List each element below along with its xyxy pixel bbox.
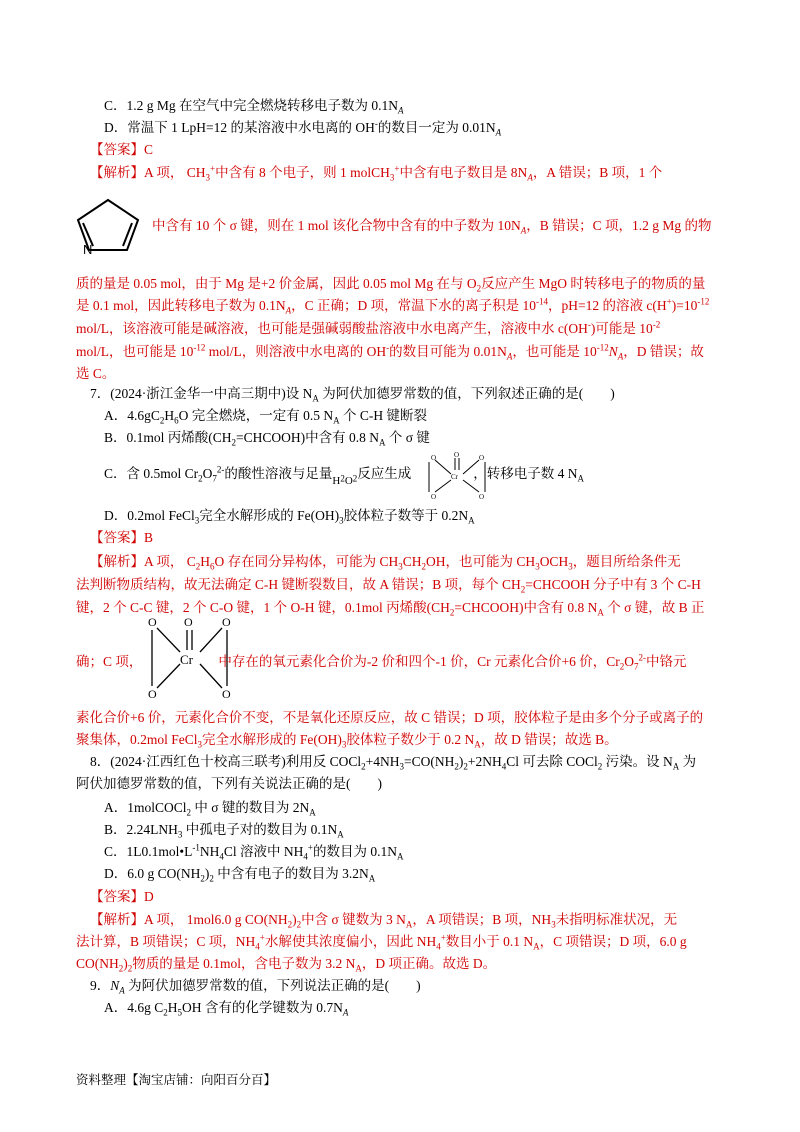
answer-q8: 【答案】D xyxy=(90,889,154,904)
question-9-stem: 9．$N_A$ 为阿伏加德罗常数的值，下列说法正确的是( ) xyxy=(90,978,421,996)
question-7-option-c: C．含 0.5mol $Cr_2O_7^{2-}$的酸性溶液与足量$_{H2O2}$反应生成 ，转移电子数 4 $N_A$ xyxy=(104,464,585,487)
explanation-q7-line4: 确；C 项， 中存在的氧元素化合价为-2 价和四个-1 价，Cr 元素化合价+6 价，$Cr_2O_7^{2-}$中铬元 xyxy=(76,652,687,672)
explanation-q8-line1: 【解析】A 项， 1mol6.0 g $CO(NH_2)_2$中含 σ 键数为 3 $N_A$，A 项错误；B 项，$NH_3$未指明标准状况，无 xyxy=(90,912,678,930)
explanation-q7-line5: 素化合价+6 价，元素化合价不变，不是氧化还原反应，故 C 错误；D 项，胶体粒子是由多个分子或离子的 xyxy=(76,710,704,725)
question-8-option-a: A．1molCOCl$_2$ 中 σ 键的数目为 $2N_A$ xyxy=(104,800,316,818)
svg-text:O: O xyxy=(454,452,460,459)
explanation-q8-line3: $CO(NH_2)_2$物质的量是 0.1mol，含电子数为 3.2 $N_A$，D 项正确。故选 D。 xyxy=(76,956,497,974)
question-9-option-a: A．4.6g $C_2H_5OH$ 含有的化学键数为 $0.7N_A$ xyxy=(104,1000,349,1018)
svg-text:O: O xyxy=(222,687,231,701)
svg-text:O: O xyxy=(431,454,437,462)
question-8-option-b: B．$2.24LNH_3$ 中孤电子对的数目为 $0.1N_A$ xyxy=(104,822,344,840)
pyrrole-ring-structure xyxy=(72,196,144,256)
explanation-q7-line3: 键，2 个 C-C 键，2 个 C-O 键，1 个 O-H 键，0.1mol 丙烯酸$(CH_2=CHCOOH)$中含有 0.8 $N_A$ 个 σ 键，故 B 正 xyxy=(76,600,705,618)
explanation-q6-line1: 【解析】A 项， $CH_3^+$中含有 8 个电子，则 1 molCH$_3$+中含有电子数目是 $8N_A$，A 错误；B 项，1 个 xyxy=(90,163,663,183)
svg-text:Cr: Cr xyxy=(451,473,458,481)
question-8-stem-line2: 阿伏加德罗常数的值，下列有关说法正确的是( ) xyxy=(76,776,382,791)
answer-q7: 【答案】B xyxy=(90,530,154,545)
explanation-q6-line6: mol/L，也可能是 $10^{-12}$ mol/L，则溶液中水电离的 OH-的数目可能为 $0.01N_A$，也可能是 $10^{-12}N_A$，D 错误；故 xyxy=(76,342,704,362)
svg-text:O: O xyxy=(184,615,193,629)
question-8-option-d: D．6.0 g $CO(NH_2)_2$ 中含有电子的数目为 $3.2N_A$ xyxy=(104,866,376,884)
question-8-stem-line1: 8．(2024·江西红色十校高三联考)利用反 $COCl_2+4NH_3=CO(NH_2)_2+2NH_4Cl$ 可去除 COCl$_2$ 污染。设 $N_A$ 为 xyxy=(90,754,697,772)
question-8-option-c: C．$1L0.1mol•L^{-1}NH_4Cl$ 溶液中 $NH_4^+$的数目为 $0.1N_A$ xyxy=(104,842,404,862)
svg-text:O: O xyxy=(479,493,485,500)
nitrogen-atom-label: N xyxy=(83,242,93,256)
question-7-option-d: D．0.2mol FeCl$_3$完全水解形成的 $Fe(OH)_3$胶体粒子数等于 $0.2N_A$ xyxy=(104,508,475,526)
cro5-structure-small xyxy=(427,452,489,500)
svg-text:O: O xyxy=(431,493,437,500)
question-7-stem: 7．(2024·浙江金华一中高三期中)设 $N_A$ 为阿伏加德罗常数的值，下列叙述正确的是( ) xyxy=(90,386,615,404)
explanation-q6-line7: 选 C。 xyxy=(76,366,116,381)
svg-text:O: O xyxy=(148,687,157,701)
question-7-option-a: A．$4.6gC_2H_6O$ 完全燃烧，一定有 0.5 $N_A$ 个 C-H 键断裂 xyxy=(104,408,428,426)
answer-q6: 【答案】C xyxy=(90,142,154,157)
svg-text:Cr: Cr xyxy=(180,652,193,667)
svg-text:O: O xyxy=(479,454,485,462)
explanation-q6-line2: 中含有 10 个 σ 键，则在 1 mol 该化合物中含有的中子数为 $10N_A$，B 错误；C 项，1.2 g Mg 的物 xyxy=(152,218,712,236)
option-d-q6: D．常温下 1 LpH=12 的某溶液中水电离的 OH-的数目一定为 $0.01N_A$ xyxy=(104,118,502,138)
explanation-q7-line2: 法判断物质结构，故无法确定 C-H 键断裂数目，故 A 错误；B 项，每个 $CH_2=CHCOOH$ 分子中有 3 个 C-H xyxy=(76,577,701,595)
svg-text:O: O xyxy=(222,615,231,629)
svg-text:O: O xyxy=(148,615,157,629)
explanation-q6-line5: mol/L，该溶液可能是碱溶液，也可能是强碱弱酸盐溶液中水电离产生，溶液中水 c(OH-)可能是 $10^{-2}$ xyxy=(76,319,661,336)
question-7-option-b: B．0.1mol 丙烯酸$(CH_2=CHCOOH)$中含有 0.8 $N_A$ 个 σ 键 xyxy=(104,430,430,448)
explanation-q7-line1: 【解析】A 项， $C_2H_6O$ 存在同分异构体，可能为 $CH_3CH_2OH$，也可能为 $CH_3OCH_3$，题目所给条件无 xyxy=(90,554,681,572)
option-c-q6: C．1.2 g Mg 在空气中完全燃烧转移电子数为 $0.1N_A$ xyxy=(104,98,404,116)
explanation-q6-line4: 是 0.1 mol，因此转移电子数为 $0.1N_A$，C 正确；D 项，常温下水的离子积是 $10^{-14}$，pH=12 的溶液 $c(H^+)=10^{-12}$ xyxy=(76,296,710,316)
explanation-q8-line2: 法计算，B 项错误；C 项，$NH_4^+$水解使其浓度偏小，因此 $NH_4^+$数目小于 0.1 $N_A$，C 项错误；D 项，6.0 g xyxy=(76,932,687,952)
explanation-q6-line3: 质的量是 0.05 mol，由于 Mg 是+2 价金属，因此 0.05 mol Mg 在与 $O_2$反应产生 MgO 时转移电子的物质的量 xyxy=(76,276,706,294)
page-footer: 资料整理【淘宝店铺：向阳百分百】 xyxy=(76,1072,277,1087)
explanation-q7-line6: 聚集体，0.2mol FeCl$_3$完全水解形成的 $Fe(OH)_3$胶体粒子数少于 0.2 $N_A$，故 D 错误；故选 B。 xyxy=(76,732,618,750)
